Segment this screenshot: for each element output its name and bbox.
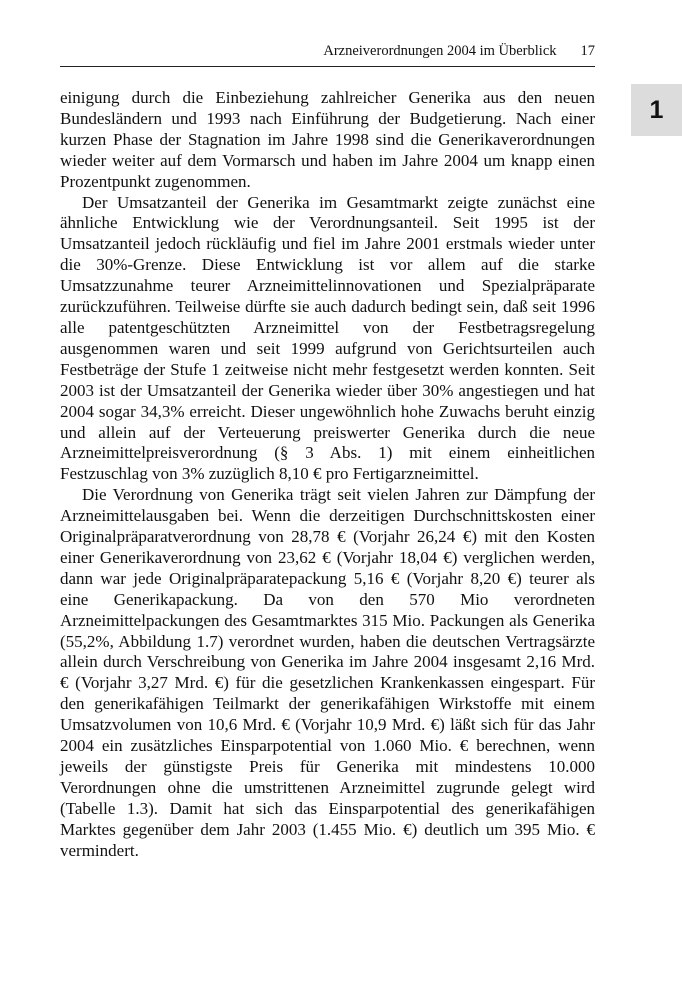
chapter-tab: 1: [631, 84, 682, 136]
paragraph: einigung durch die Einbeziehung zahlreicher Generika aus den neuen Bundesländern und 1993 nach Einführung der Budgetierung. Nach einer kurzen Phase der Stagnation im Jahre 1998 sind die Generikaverordnungen wieder weiter auf dem Vormarsch und haben im Jahre 2004 um knapp einen Prozentpunkt zugenommen.: [60, 88, 595, 191]
running-title: Arzneiverordnungen 2004 im Überblick: [323, 43, 557, 59]
page-number: 17: [580, 43, 595, 59]
body-text: [60, 88, 595, 862]
paragraph: Die Verordnung von Generika trägt seit vielen Jahren zur Dämpfung der Arzneimittelausgaben bei. Wenn die derzeitigen Durchschnittskosten einer Originalpräparatverordnung von 28,78 € (Vorjahr 26,24 €) mit den Kosten einer Generikaverordnung von 23,62 € (Vorjahr 18,04 €) verglichen werden, dann war jede Originalpräparatepackung 5,16 € (Vorjahr 8,20 €) teurer als eine Generikapackung. Da von den 570 Mio verordneten Arzneimittelpackungen des Gesamtmarktes 315 Mio. Packungen als Generika (55,2%, Abbildung 1.7) verordnet wurden, haben die deutschen Vertragsärzte allein durch Verschreibung von Generika im Jahre 2004 insgesamt 2,16 Mrd. € (Vorjahr 3,27 Mrd. €) für die gesetzlichen Krankenkassen eingespart. Für den generikafähigen Teilmarkt der generikafähigen Wirkstoffe mit einem Umsatzvolumen von 10,6 Mrd. € (Vorjahr 10,9 Mrd. €) läßt sich für das Jahr 2004 ein zusätzliches Einsparpotential von 1.060 Mio. € berechnen, wenn jeweils der günstigste Preis für Generika mit mindestens 10.000 Verordnungen ohne die umstrittenen Arzneimittel zugrunde gelegt wird (Tabelle 1.3). Damit hat sich das Einsparpotential des generikafähigen Marktes gegenüber dem Jahr 2003 (1.455 Mio. €) deutlich um 395 Mio. € vermindert.: [60, 485, 595, 860]
running-header: [60, 40, 595, 67]
paragraph: Der Umsatzanteil der Generika im Gesamtmarkt zeigte zunächst eine ähnliche Entwicklung wie der Verordnungsanteil. Seit 1995 ist der Umsatzanteil jedoch rückläufig und fiel im Jahre 2001 erstmals wieder unter die 30%-Grenze. Diese Entwicklung ist vor allem auf die starke Umsatzzunahme teurer Arzneimittelinnovationen und Spezialpräparate zurückzuführen. Teilweise dürfte sie auch dadurch bedingt sein, daß seit 1996 alle patentgeschützten Arzneimittel von der Festbetragsregelung ausgenommen waren und seit 1999 aufgrund von Gerichtsurteilen auch Festbeträge der Stufe 1 zeitweise nicht mehr festgesetzt werden konnten. Seit 2003 ist der Umsatzanteil der Generika wieder über 30% angestiegen und hat 2004 sogar 34,3% erreicht. Dieser ungewöhnlich hohe Zuwachs beruht einzig und allein auf der Verteuerung preiswerter Generika durch die neue Arzneimittelpreisverordnung (§ 3 Abs. 1) mit einem einheitlichen Festzuschlag von 3% zuzüglich 8,10 € pro Fertigarzneimittel.: [60, 192, 595, 484]
